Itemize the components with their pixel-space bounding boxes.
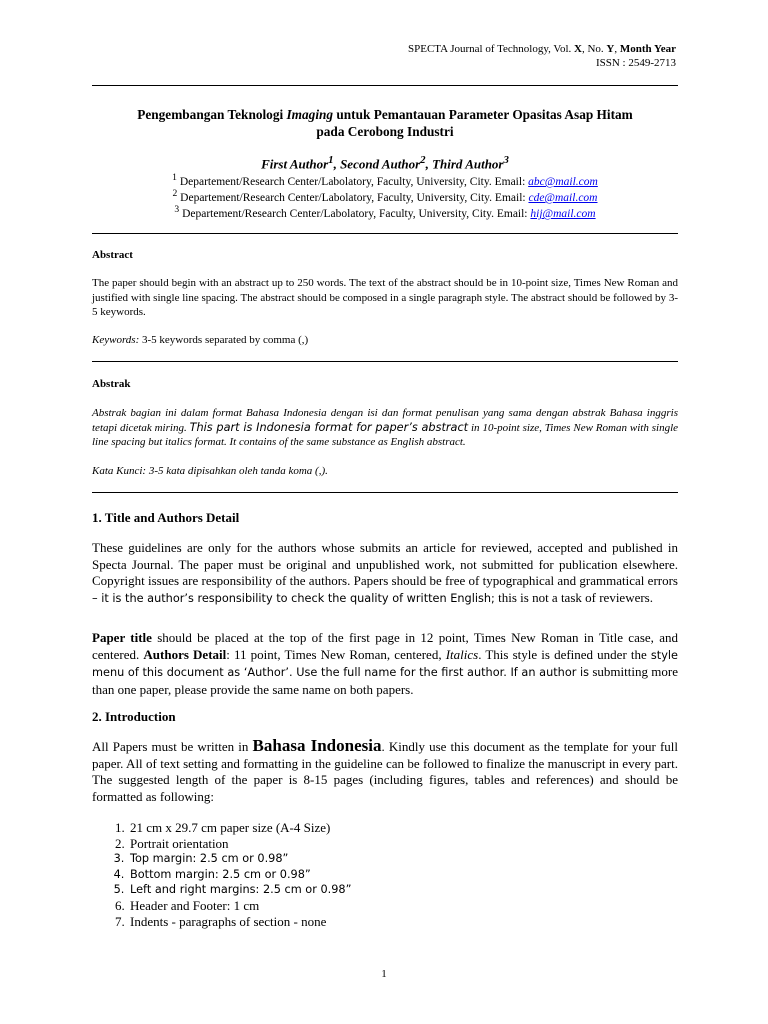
journal-line: SPECTA Journal of Technology, Vol. X, No. Y, Month Year [408,43,676,55]
affiliation-2: $^2$ Departement/Research Center/Labolatory, Faculty, University, City. Email: cde@mail.com [172,188,598,204]
email-link-3[interactable]: hij@mail.com [530,207,596,220]
list-item: 1. 21 cm x 29.7 cm paper size (A-4 Size) [128,820,351,836]
kata-kunci: Kata Kunci: 3-5 kata dipisahkan oleh tanda koma (,). [92,465,328,477]
list-item: 3. Top margin: 2.5 cm or 0.98” [128,851,351,867]
abstrak-heading: Abstrak [92,378,131,390]
abstract-text: The paper should begin with an abstract up to 250 words. The text of the abstract should be in 10-point size, Times New Roman and justified with single line spacing. The abstract should be composed in a single paragraph style. The abstract should be followed by 3-5 keywords. [92,277,678,318]
section-1-heading: 1. Title and Authors Detail [92,510,240,525]
section-2-heading: 2. Introduction [92,709,176,724]
section-1-paragraph-2: Paper title should be placed at the top of the first page in 12 point, Times New Roman in Title case, and centered. Authors Detail: 11 point, Times New Roman, centered, Italics. This style is defined under the style menu of this document as ‘Author’. Use the full name for the first author. If an author is submitting more than one paper, please provide the same name on both papers. [92,630,679,697]
section-2-paragraph-1: All Papers must be written in Bahasa Indonesia. Kindly use this document as the template for your full paper. All of text setting and formatting in the guideline can be followed to finalize the manuscript in every part. The suggested length of the paper is 8-15 pages (including figures, tables and references) and should be formatted as following: [92,736,678,804]
email-link-2[interactable]: cde@mail.com [528,191,598,204]
list-item: 5. Left and right margins: 2.5 cm or 0.98” [128,882,351,898]
abstract-divider [92,361,678,362]
affiliation-3: $^3$ Departement/Research Center/Labolatory, Faculty, University, City. Email: hij@mail.com [174,204,596,220]
list-item: 2. Portrait orientation [128,836,351,852]
list-item: 6. Header and Footer: 1 cm [128,898,351,914]
email-link-1[interactable]: abc@mail.com [528,175,598,188]
list-item: 7. Indents - paragraphs of section - none [128,914,351,930]
abstract-heading: Abstract [92,249,133,261]
format-list [92,820,351,929]
keywords: Keywords: 3-5 keywords separated by comma (,) [92,334,309,346]
affiliation-1: $^1$ Departement/Research Center/Labolatory, Faculty, University, City. Email: abc@mail.com [172,172,598,188]
section-1-paragraph-1: These guidelines are only for the authors whose submits an article for reviewed, accepted and published in Specta Journal. The paper must be original and unpublished work, not submitted for publication elsewhere. Copyright issues are responsibility of the authors. Papers should be free of typographical and grammatical errors – it is the author’s responsibility to check the quality of written English; this is not a task of reviewers. [92,540,678,605]
list-item: 4. Bottom margin: 2.5 cm or 0.98” [128,867,351,883]
header-divider [92,85,678,86]
author-list: First Author$^1$, Second Author$^2$, Third Author$^3$ [261,154,509,172]
running-header [408,42,676,70]
affiliation-divider [92,233,678,234]
issn-line: ISSN : 2549-2713 [595,57,676,69]
abstrak-divider [92,492,678,493]
paper-title: Pengembangan Teknologi Imaging untuk Pemantauan Parameter Opasitas Asap Hitam pada Cerobong Industri [137,107,633,139]
abstrak-text: Abstrak bagian ini dalam format Bahasa Indonesia dengan isi dan format penulisan yang sama dengan abstrak Bahasa inggris tetapi dicetak miring. This part is Indonesia format for paper’s abstract in 10-point size, Times New Roman with single line spacing but italics format. It contains of the same substance as English abstract. [92,407,679,448]
page-number: 1 [381,968,387,980]
